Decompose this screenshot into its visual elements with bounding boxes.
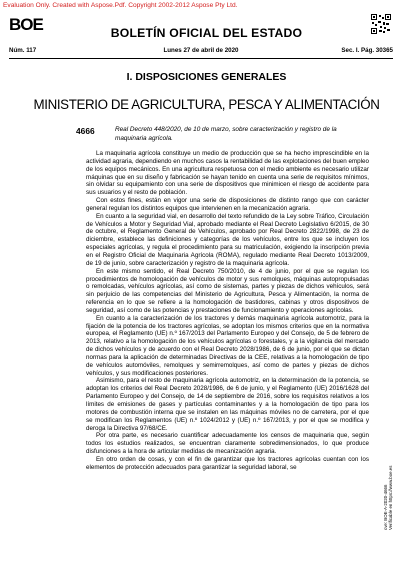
paragraph: Con estos fines, están en vigor una serie de disposiciones de distinto rango que con carácter general regulan los distintos equipos que intervienen en la mecanización agraria. bbox=[86, 197, 369, 212]
bulletin-title: BOLETÍN OFICIAL DEL ESTADO bbox=[110, 26, 303, 40]
paragraph: En otro orden de cosas, y con el fin de garantizar que los tractores agrícolas cuentan con los elementos de protección adecuados para garantizar la seguridad laboral, se bbox=[86, 455, 369, 471]
document-summary: Real Decreto 448/2020, de 10 de marzo, sobre caracterización y registro de la maquinaria agrícola. bbox=[115, 126, 337, 142]
paragraph: En este mismo sentido, el Real Decreto 750/2010, de 4 de junio, por el que se regulan los procedimientos de homologación de vehículos de motor y sus remolques, máquinas autopropulsadas o remolcadas, vehículos agrícolas, así como de sistemas, partes y piezas de dichos vehículos, será sin perjuicio de las competencias del Ministerio de Agricultura, Pesca y Alimentación, la norma de referencia en lo que se refiere a la homologación de bastidores, cabinas y otros dispositivos de seguridad, así como de las potencias y prestaciones de funcionamiento y operaciones agrícolas. bbox=[86, 267, 369, 314]
evaluation-watermark: Evaluation Only. Created with Aspose.Pdf. Copyright 2002-2012 Aspose Pty Ltd. bbox=[3, 2, 238, 9]
issue-number: Núm. 117 bbox=[9, 47, 37, 54]
paragraph: Por otra parte, es necesario cuantificar adecuadamente los censos de maquinaria que, según todos los estudios realizados, se encuentran claramente sobredimensionados, lo que produce disfunciones a la hora de articular medidas de mecanización agraria. bbox=[86, 432, 369, 456]
boe-logo-text: BOE bbox=[9, 15, 43, 34]
verification-note bbox=[383, 465, 395, 530]
document-body bbox=[86, 150, 369, 472]
issue-date: Lunes 27 de abril de 2020 bbox=[163, 47, 239, 54]
verification-url: Verificable en https://www.boe.es bbox=[388, 465, 394, 530]
qr-code-icon bbox=[371, 14, 391, 34]
page-reference: Sec. I. Pág. 30365 bbox=[341, 47, 393, 54]
paragraph: La maquinaria agrícola constituye un medio de producción que se ha hecho imprescindible en la actividad agraria, dependiendo en muchos casos la rentabilidad de las explotaciones del buen empleo de los equipos mecánicos. En una agricultura respetuosa con el medio ambiente es necesario utilizar máquinas que en su diseño y fabricación se hayan tenido en cuenta una serie de requisitos mínimos, sin olvidar su equipamiento con una serie de dispositivos que minimicen el riesgo de accidente para sus usuarios y el resto de población. bbox=[86, 150, 369, 197]
paragraph: Asimismo, para el resto de maquinaria agrícola automotriz, en la determinación de la potencia, se adoptan los criterios del Real Decreto 2028/1986, de 6 de junio, y el Reglamento (UE) 2016/1628 del Parlamento Europeo y del Consejo, de 14 de septiembre de 2016, sobre los requisitos relativos a los límites de emisiones de gases y partículas contaminantes y a la homologación de tipo para los motores de combustión interna que se instalen en las máquinas móviles no de carretera, por el que se modifican los Reglamentos (UE) n.º 1024/2012 y (UE) n.º 167/2013, y por el que se modifica y deroga la Directiva 97/68/CE. bbox=[86, 377, 369, 432]
header-meta bbox=[9, 47, 393, 57]
paragraph: En cuanto a la seguridad vial, en desarrollo del texto refundido de la Ley sobre Tráfico, Circulación de Vehículos a Motor y Seguridad Vial, aprobado mediante el Real Decreto Legislativo 6/2015, de 30 de octubre, el Reglamento General de Vehículos, aprobado por Real Decreto 2822/1998, de 23 de diciembre, establece las definiciones y categorías de los vehículos, entre los que se incluyen los especiales agrícolas, y regula el procedimiento para su matriculación, exigiendo la inscripción previa en el Registro Oficial de Maquinaria Agrícola (ROMA), regulado mediante Real Decreto 1013/2009, de 19 de junio, sobre caracterización y registro de la maquinaria agrícola. bbox=[86, 212, 369, 267]
header-divider bbox=[9, 58, 393, 59]
section-heading: I. DISPOSICIONES GENERALES bbox=[126, 71, 287, 83]
cve-code: cve: BOE-A-2020-4666 bbox=[383, 484, 388, 530]
ministry-heading: MINISTERIO DE AGRICULTURA, PESCA Y ALIMENTACIÓN bbox=[33, 97, 380, 113]
paragraph: En cuanto a la caracterización de los tractores y demás maquinaria agrícola automotriz, para la fijación de la potencia de los tractores agrícolas, se adoptan los mismos criterios que en la normativa europea, el Reglamento (UE) n.º 167/2013 del Parlamento Europeo y del Consejo, de 5 de febrero de 2013, relativo a la homologación de los vehículos agrícolas o forestales, y a la vigilancia del mercado de dichos vehículos y de acuerdo con el Real Decreto 2028/1986, de 6 de junio, por el que se dictan normas para la aplicación de determinadas Directivas de la CEE, relativas a la homologación de tipo de vehículos automóviles, remolques y semirremolques, así como de partes y piezas de dichos vehículos, y sus modificaciones posteriores. bbox=[86, 314, 369, 377]
document-number: 4666 bbox=[76, 126, 95, 136]
